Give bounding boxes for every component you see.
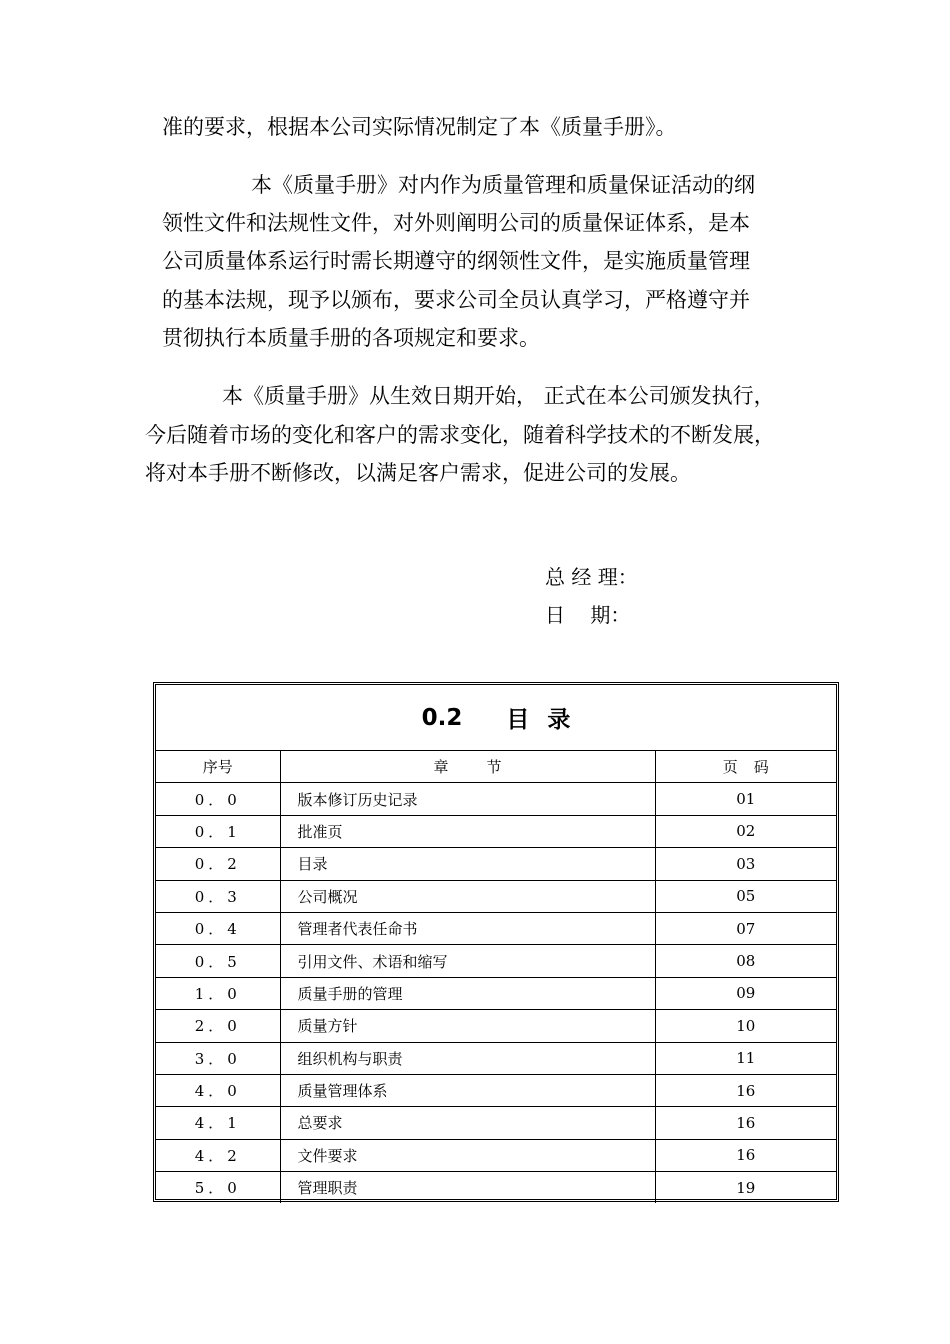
table-row xyxy=(156,1172,836,1204)
header-no: 序号 xyxy=(156,751,280,783)
toc-row-chapter: 管理职责 xyxy=(280,1172,655,1204)
table-row xyxy=(156,912,836,944)
table-row xyxy=(156,880,836,912)
toc-header-row xyxy=(156,751,836,783)
paragraph-2-line-3: 公司质量体系运行时需长期遵守的纲领性文件，是实施质量管理 xyxy=(162,249,750,273)
table-row xyxy=(156,1042,836,1074)
toc-section-number: 0.2 xyxy=(421,704,463,731)
paragraph-2-line-5: 贯彻执行本质量手册的各项规定和要求。 xyxy=(162,326,540,350)
paragraph-2-line-4: 的基本法规，现予以颁布，要求公司全员认真学习，严格遵守并 xyxy=(162,288,750,312)
table-row xyxy=(156,1139,836,1171)
table-row xyxy=(156,848,836,880)
toc-row-page: 11 xyxy=(655,1042,836,1074)
date-label: 日 期： xyxy=(545,603,631,627)
table-row xyxy=(156,1074,836,1106)
toc-row-chapter: 质量方针 xyxy=(280,1010,655,1042)
toc-row-number: 0．1 xyxy=(156,815,280,847)
paragraph-2-line-1: 本《质量手册》对内作为质量管理和质量保证活动的纲 xyxy=(251,173,755,197)
toc-row-page: 16 xyxy=(655,1107,836,1139)
toc-row-page: 05 xyxy=(655,880,836,912)
toc-row-chapter: 批准页 xyxy=(280,815,655,847)
header-chapter: 章节 xyxy=(280,751,655,783)
toc-table xyxy=(153,682,839,1202)
toc-row-chapter: 质量管理体系 xyxy=(280,1074,655,1106)
paragraph-3-line-2: 今后随着市场的变化和客户的需求变化，随着科学技术的不断发展， xyxy=(145,423,775,447)
paragraph-2-line-2: 领性文件和法规性文件，对外则阐明公司的质量保证体系，是本 xyxy=(162,211,750,235)
toc-row-chapter: 管理者代表任命书 xyxy=(280,912,655,944)
table-row xyxy=(156,815,836,847)
toc-row-chapter: 组织机构与职责 xyxy=(280,1042,655,1074)
toc-row-page: 09 xyxy=(655,977,836,1009)
toc-row-chapter: 目录 xyxy=(280,848,655,880)
toc-row-page: 01 xyxy=(655,783,836,815)
toc-row-chapter: 质量手册的管理 xyxy=(280,977,655,1009)
paragraph-3-line-1: 本《质量手册》从生效日期开始， 正式在本公司颁发执行， xyxy=(222,384,775,408)
toc-row-number: 0．2 xyxy=(156,848,280,880)
toc-row-page: 19 xyxy=(736,1178,756,1197)
toc-row-number: 4．2 xyxy=(156,1139,280,1171)
paragraph-1-line-1: 准的要求，根据本公司实际情况制定了本《质量手册》。 xyxy=(162,115,677,139)
table-row xyxy=(156,945,836,977)
toc-row-page: 10 xyxy=(655,1010,836,1042)
toc-row-page: 08 xyxy=(655,945,836,977)
toc-row-number: 4．0 xyxy=(156,1074,280,1106)
toc-row-number: 0．4 xyxy=(156,912,280,944)
toc-row-number: 3．0 xyxy=(156,1042,280,1074)
toc-row-page: 16 xyxy=(655,1074,836,1106)
toc-row-chapter: 版本修订历史记录 xyxy=(280,783,655,815)
paragraph-3-line-3: 将对本手册不断修改，以满足客户需求，促进公司的发展。 xyxy=(145,461,691,485)
general-manager-label: 总 经 理： xyxy=(545,565,638,589)
toc-row-number: 0．5 xyxy=(156,945,280,977)
toc-row-chapter: 公司概况 xyxy=(280,880,655,912)
toc-row-page: 16 xyxy=(655,1139,836,1171)
toc-grid xyxy=(156,751,836,1203)
toc-row-number: 5．0 xyxy=(156,1172,280,1204)
table-row xyxy=(156,1010,836,1042)
toc-row-chapter: 总要求 xyxy=(280,1107,655,1139)
header-page: 页码 xyxy=(655,751,836,783)
table-row xyxy=(156,977,836,1009)
toc-row-page: 03 xyxy=(655,848,836,880)
table-row xyxy=(156,1107,836,1139)
toc-row-chapter: 引用文件、术语和缩写 xyxy=(280,945,655,977)
toc-row-number: 4．1 xyxy=(156,1107,280,1139)
table-row xyxy=(156,783,836,815)
toc-row-number: 1．0 xyxy=(156,977,280,1009)
toc-row-page: 02 xyxy=(655,815,836,847)
toc-title xyxy=(156,685,836,751)
toc-row-chapter: 文件要求 xyxy=(280,1139,655,1171)
toc-row-number: 0．0 xyxy=(156,783,280,815)
toc-row-page: 07 xyxy=(655,912,836,944)
toc-title-text: 目录 xyxy=(506,707,589,733)
toc-row-number: 2．0 xyxy=(156,1010,280,1042)
toc-row-number: 0．3 xyxy=(156,880,280,912)
